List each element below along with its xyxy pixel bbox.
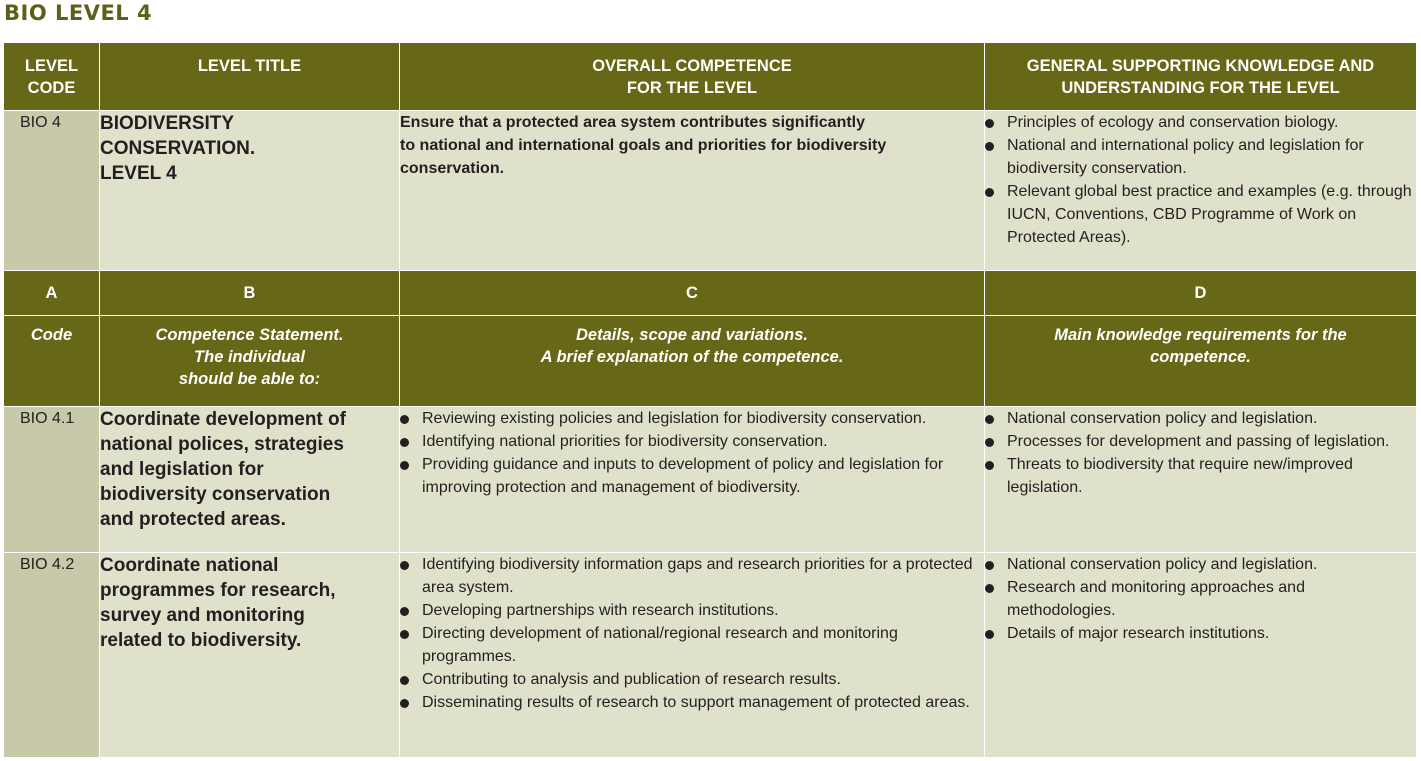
list-item: Providing guidance and inputs to development of policy and legislation for improving protection and management of biodiversity. xyxy=(400,453,984,499)
row-statement: Coordinate national programmes for research, survey and monitoring related to biodiversity. xyxy=(100,553,400,758)
row-statement: Coordinate development of national polices, strategies and legislation for biodiversity conservation and protected areas. xyxy=(100,407,400,553)
subheader-details: Details, scope and variations. A brief explanation of the competence. xyxy=(400,316,985,407)
list-item: Disseminating results of research to support management of protected areas. xyxy=(400,691,984,714)
level-competence: Ensure that a protected area system contributes significantly to national and international goals and priorities for biodiversity conservation. xyxy=(400,111,985,271)
list-item: National conservation policy and legislation. xyxy=(985,407,1416,430)
competence-table xyxy=(3,42,1417,758)
subheader-statement: Competence Statement. The individual should be able to: xyxy=(100,316,400,407)
row-knowledge-list xyxy=(985,553,1416,645)
row-details xyxy=(400,407,985,553)
row-details-list xyxy=(400,553,984,714)
row-knowledge-list xyxy=(985,407,1416,499)
level-knowledge-list xyxy=(985,111,1416,249)
header-general-knowledge: GENERAL SUPPORTING KNOWLEDGE AND UNDERSTANDING FOR THE LEVEL xyxy=(985,43,1417,111)
subheader-row xyxy=(4,316,1417,407)
header-level-title: LEVEL TITLE xyxy=(100,43,400,111)
subheader-knowledge: Main knowledge requirements for the competence. xyxy=(985,316,1417,407)
header-row xyxy=(4,43,1417,111)
list-item: Processes for development and passing of legislation. xyxy=(985,430,1416,453)
subheader-code: Code xyxy=(4,316,100,407)
level-title: BIODIVERSITY CONSERVATION. LEVEL 4 xyxy=(100,111,400,271)
column-letter-a: A xyxy=(4,271,100,316)
header-level-code: LEVEL CODE xyxy=(4,43,100,111)
list-item: Identifying biodiversity information gaps and research priorities for a protected area system. xyxy=(400,553,984,599)
row-knowledge xyxy=(985,407,1417,553)
list-item: Threats to biodiversity that require new/improved legislation. xyxy=(985,453,1416,499)
row-details xyxy=(400,553,985,758)
table-row xyxy=(4,553,1417,758)
level-row xyxy=(4,111,1417,271)
list-item: Developing partnerships with research institutions. xyxy=(400,599,984,622)
column-letter-d: D xyxy=(985,271,1417,316)
column-letter-row xyxy=(4,271,1417,316)
list-item: Research and monitoring approaches and methodologies. xyxy=(985,576,1416,622)
row-code: BIO 4.2 xyxy=(4,553,100,758)
row-code: BIO 4.1 xyxy=(4,407,100,553)
list-item: Directing development of national/regional research and monitoring programmes. xyxy=(400,622,984,668)
page-title: BIO LEVEL 4 xyxy=(4,1,153,25)
list-item: Relevant global best practice and examples (e.g. through IUCN, Conventions, CBD Programme of Work on Protected Areas). xyxy=(985,180,1416,249)
level-knowledge xyxy=(985,111,1417,271)
list-item: Reviewing existing policies and legislation for biodiversity conservation. xyxy=(400,407,984,430)
list-item: National conservation policy and legislation. xyxy=(985,553,1416,576)
column-letter-b: B xyxy=(100,271,400,316)
list-item: National and international policy and legislation for biodiversity conservation. xyxy=(985,134,1416,180)
header-overall-competence: OVERALL COMPETENCE FOR THE LEVEL xyxy=(400,43,985,111)
row-details-list xyxy=(400,407,984,499)
column-letter-c: C xyxy=(400,271,985,316)
list-item: Identifying national priorities for biodiversity conservation. xyxy=(400,430,984,453)
level-code: BIO 4 xyxy=(4,111,100,271)
table-row xyxy=(4,407,1417,553)
list-item: Details of major research institutions. xyxy=(985,622,1416,645)
row-knowledge xyxy=(985,553,1417,758)
list-item: Principles of ecology and conservation biology. xyxy=(985,111,1416,134)
list-item: Contributing to analysis and publication of research results. xyxy=(400,668,984,691)
